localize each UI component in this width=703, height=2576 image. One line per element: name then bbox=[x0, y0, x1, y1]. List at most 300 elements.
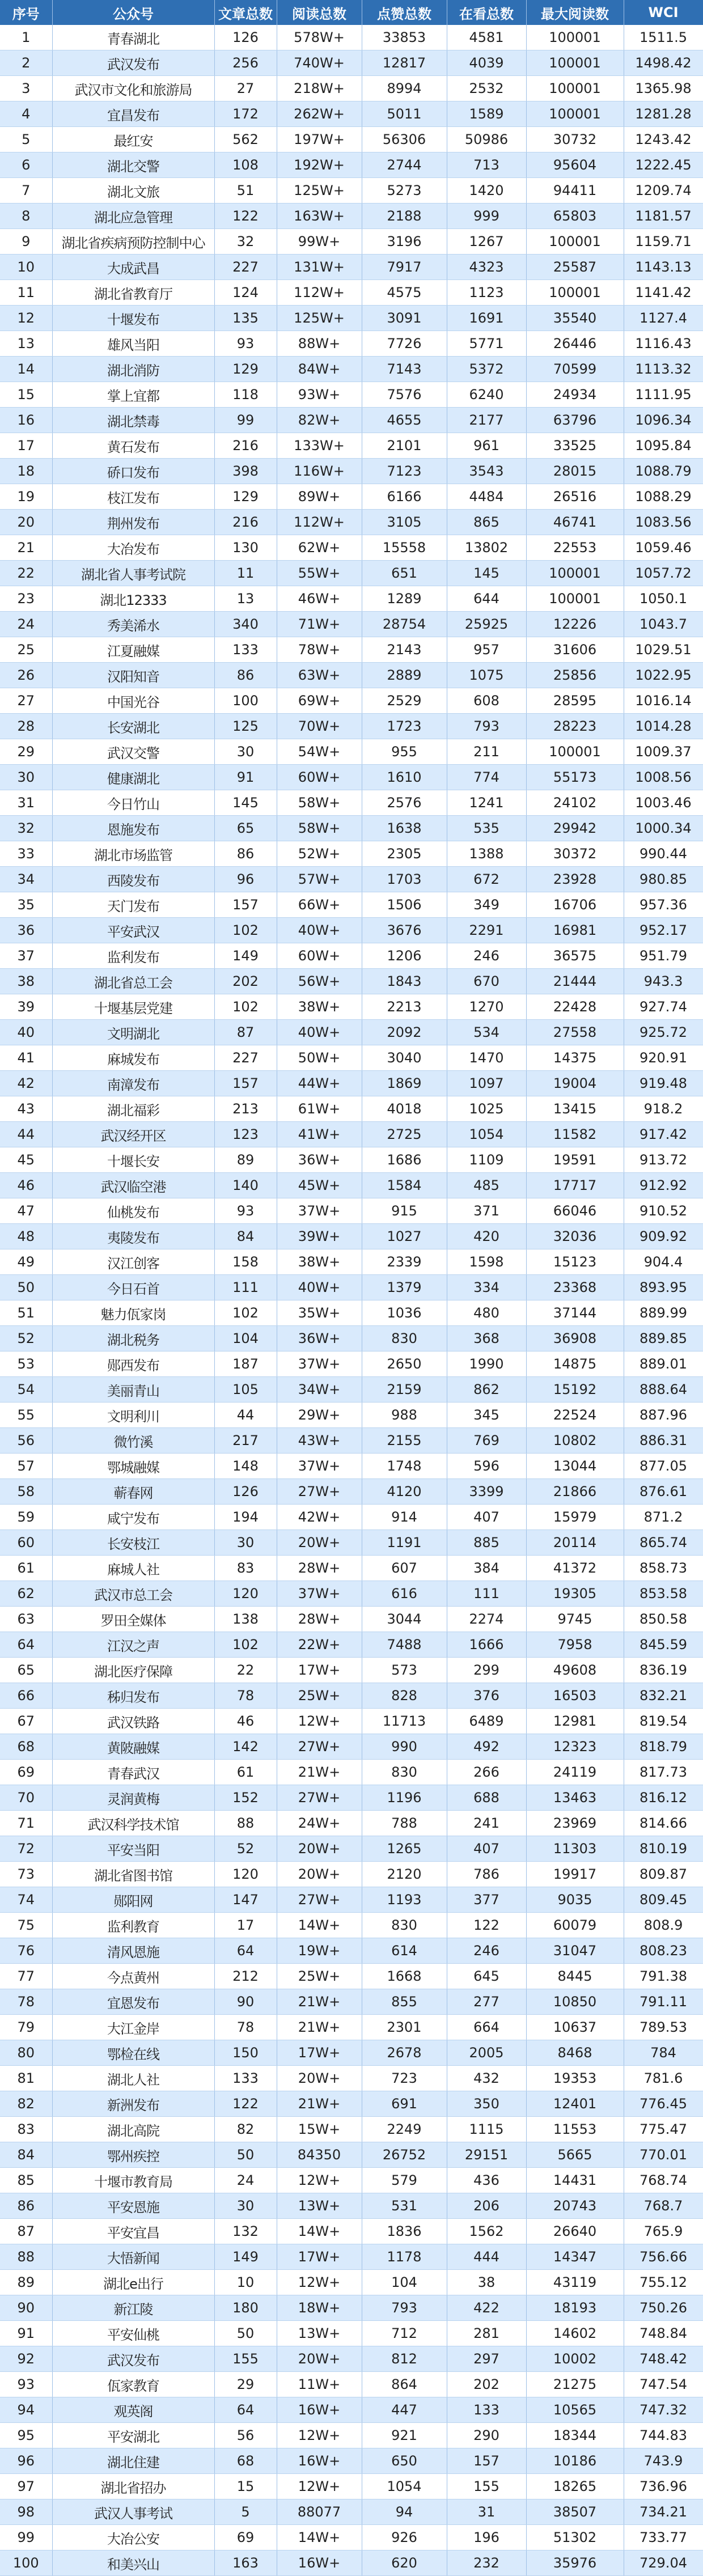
cell-read-total: 40W+ bbox=[277, 918, 362, 943]
cell-index: 27 bbox=[0, 688, 52, 714]
cell-watch-total: 1075 bbox=[447, 663, 526, 688]
cell-like-total: 4018 bbox=[362, 1096, 447, 1122]
cell-watch-total: 1054 bbox=[447, 1122, 526, 1147]
cell-max-read: 10637 bbox=[526, 2015, 624, 2040]
cell-max-read: 22524 bbox=[526, 1403, 624, 1428]
table-row bbox=[0, 1811, 703, 1836]
cell-watch-total: 2005 bbox=[447, 2040, 526, 2066]
cell-index: 97 bbox=[0, 2474, 52, 2499]
cell-account: 麻城发布 bbox=[52, 1045, 214, 1071]
cell-max-read: 27558 bbox=[526, 1020, 624, 1045]
cell-watch-total: 1270 bbox=[447, 994, 526, 1020]
table-row bbox=[0, 1403, 703, 1428]
cell-article-count: 157 bbox=[214, 1071, 277, 1096]
cell-wci: 1511.5 bbox=[624, 25, 703, 50]
cell-wci: 818.79 bbox=[624, 1734, 703, 1760]
cell-article-count: 84 bbox=[214, 1224, 277, 1249]
cell-article-count: 10 bbox=[214, 2270, 277, 2295]
cell-max-read: 43119 bbox=[526, 2270, 624, 2295]
cell-account: 江汉之声 bbox=[52, 1632, 214, 1658]
cell-wci: 889.01 bbox=[624, 1351, 703, 1377]
cell-like-total: 1054 bbox=[362, 2474, 447, 2499]
cell-index: 79 bbox=[0, 2015, 52, 2040]
cell-wci: 912.92 bbox=[624, 1173, 703, 1198]
cell-article-count: 27 bbox=[214, 76, 277, 101]
cell-watch-total: 371 bbox=[447, 1198, 526, 1224]
cell-max-read: 19305 bbox=[526, 1581, 624, 1607]
cell-max-read: 100001 bbox=[526, 739, 624, 765]
cell-account: 平安恩施 bbox=[52, 2193, 214, 2219]
cell-watch-total: 713 bbox=[447, 152, 526, 178]
cell-max-read: 32036 bbox=[526, 1224, 624, 1249]
cell-index: 58 bbox=[0, 1479, 52, 1505]
cell-like-total: 1027 bbox=[362, 1224, 447, 1249]
cell-index: 81 bbox=[0, 2066, 52, 2091]
cell-like-total: 2744 bbox=[362, 152, 447, 178]
cell-article-count: 100 bbox=[214, 688, 277, 714]
cell-read-total: 27W+ bbox=[277, 1734, 362, 1760]
cell-index: 62 bbox=[0, 1581, 52, 1607]
cell-wci: 744.83 bbox=[624, 2423, 703, 2448]
cell-like-total: 2576 bbox=[362, 790, 447, 816]
cell-index: 85 bbox=[0, 2168, 52, 2193]
cell-watch-total: 2291 bbox=[447, 918, 526, 943]
cell-account: 宜恩发布 bbox=[52, 1989, 214, 2015]
table-row bbox=[0, 1173, 703, 1198]
cell-index: 37 bbox=[0, 943, 52, 969]
cell-like-total: 691 bbox=[362, 2091, 447, 2117]
cell-like-total: 2159 bbox=[362, 1377, 447, 1403]
table-row bbox=[0, 2091, 703, 2117]
cell-index: 73 bbox=[0, 1862, 52, 1887]
cell-max-read: 100001 bbox=[526, 280, 624, 306]
cell-read-total: 42W+ bbox=[277, 1505, 362, 1530]
cell-index: 86 bbox=[0, 2193, 52, 2219]
table-row bbox=[0, 663, 703, 688]
table-row bbox=[0, 841, 703, 867]
cell-wci: 871.2 bbox=[624, 1505, 703, 1530]
cell-account: 长安枝江 bbox=[52, 1530, 214, 1556]
cell-watch-total: 644 bbox=[447, 586, 526, 612]
cell-index: 19 bbox=[0, 484, 52, 510]
cell-read-total: 40W+ bbox=[277, 1020, 362, 1045]
cell-account: 湖北12333 bbox=[52, 586, 214, 612]
cell-like-total: 926 bbox=[362, 2525, 447, 2550]
cell-watch-total: 1562 bbox=[447, 2219, 526, 2244]
cell-article-count: 24 bbox=[214, 2168, 277, 2193]
cell-watch-total: 1097 bbox=[447, 1071, 526, 1096]
cell-max-read: 10802 bbox=[526, 1428, 624, 1454]
cell-watch-total: 670 bbox=[447, 969, 526, 994]
cell-read-total: 262W+ bbox=[277, 101, 362, 127]
cell-read-total: 578W+ bbox=[277, 25, 362, 50]
cell-read-total: 60W+ bbox=[277, 943, 362, 969]
cell-max-read: 8468 bbox=[526, 2040, 624, 2066]
cell-wci: 1111.95 bbox=[624, 382, 703, 408]
cell-max-read: 10186 bbox=[526, 2448, 624, 2474]
cell-article-count: 217 bbox=[214, 1428, 277, 1454]
cell-max-read: 24102 bbox=[526, 790, 624, 816]
cell-index: 67 bbox=[0, 1709, 52, 1734]
cell-read-total: 740W+ bbox=[277, 50, 362, 76]
cell-account: 秀美浠水 bbox=[52, 612, 214, 637]
cell-max-read: 18265 bbox=[526, 2474, 624, 2499]
cell-article-count: 13 bbox=[214, 586, 277, 612]
cell-like-total: 2339 bbox=[362, 1249, 447, 1275]
table-row bbox=[0, 2372, 703, 2397]
cell-article-count: 118 bbox=[214, 382, 277, 408]
cell-article-count: 150 bbox=[214, 2040, 277, 2066]
cell-wci: 925.72 bbox=[624, 1020, 703, 1045]
cell-account: 夷陵发布 bbox=[52, 1224, 214, 1249]
cell-article-count: 82 bbox=[214, 2117, 277, 2142]
cell-read-total: 11W+ bbox=[277, 2372, 362, 2397]
cell-like-total: 7123 bbox=[362, 459, 447, 484]
cell-read-total: 16W+ bbox=[277, 2448, 362, 2474]
cell-max-read: 28595 bbox=[526, 688, 624, 714]
header-watch-total: 在看总数 bbox=[447, 0, 526, 25]
cell-account: 武汉发布 bbox=[52, 2346, 214, 2372]
cell-wci: 1029.51 bbox=[624, 637, 703, 663]
cell-watch-total: 290 bbox=[447, 2423, 526, 2448]
cell-max-read: 13463 bbox=[526, 1785, 624, 1811]
cell-max-read: 23969 bbox=[526, 1811, 624, 1836]
cell-max-read: 38507 bbox=[526, 2499, 624, 2525]
cell-article-count: 83 bbox=[214, 1556, 277, 1581]
cell-article-count: 108 bbox=[214, 152, 277, 178]
cell-like-total: 1289 bbox=[362, 586, 447, 612]
cell-like-total: 1748 bbox=[362, 1454, 447, 1479]
cell-like-total: 573 bbox=[362, 1658, 447, 1683]
cell-max-read: 12323 bbox=[526, 1734, 624, 1760]
cell-max-read: 19591 bbox=[526, 1147, 624, 1173]
cell-watch-total: 38 bbox=[447, 2270, 526, 2295]
cell-wci: 1159.71 bbox=[624, 229, 703, 255]
cell-article-count: 133 bbox=[214, 2066, 277, 2091]
cell-article-count: 212 bbox=[214, 1964, 277, 1989]
cell-wci: 729.04 bbox=[624, 2550, 703, 2576]
cell-read-total: 14W+ bbox=[277, 2219, 362, 2244]
table-row bbox=[0, 2193, 703, 2219]
cell-account: 湖北省人事考试院 bbox=[52, 561, 214, 586]
cell-watch-total: 407 bbox=[447, 1836, 526, 1862]
cell-wci: 784 bbox=[624, 2040, 703, 2066]
cell-max-read: 19353 bbox=[526, 2066, 624, 2091]
cell-account: 大冶公安 bbox=[52, 2525, 214, 2550]
cell-index: 26 bbox=[0, 663, 52, 688]
cell-wci: 1209.74 bbox=[624, 178, 703, 204]
cell-article-count: 149 bbox=[214, 2244, 277, 2270]
header-account: 公众号 bbox=[52, 0, 214, 25]
cell-watch-total: 769 bbox=[447, 1428, 526, 1454]
cell-like-total: 2305 bbox=[362, 841, 447, 867]
cell-max-read: 16706 bbox=[526, 892, 624, 918]
cell-article-count: 157 bbox=[214, 892, 277, 918]
cell-read-total: 27W+ bbox=[277, 1785, 362, 1811]
table-row bbox=[0, 2423, 703, 2448]
cell-account: 中国光谷 bbox=[52, 688, 214, 714]
cell-wci: 747.54 bbox=[624, 2372, 703, 2397]
cell-wci: 1243.42 bbox=[624, 127, 703, 152]
cell-account: 湖北人社 bbox=[52, 2066, 214, 2091]
cell-max-read: 20114 bbox=[526, 1530, 624, 1556]
cell-like-total: 579 bbox=[362, 2168, 447, 2193]
cell-account: 湖北福彩 bbox=[52, 1096, 214, 1122]
cell-wci: 889.99 bbox=[624, 1300, 703, 1326]
cell-account: 雄风当阳 bbox=[52, 331, 214, 357]
table-row bbox=[0, 357, 703, 382]
table-row bbox=[0, 2295, 703, 2321]
cell-like-total: 3196 bbox=[362, 229, 447, 255]
cell-like-total: 5011 bbox=[362, 101, 447, 127]
cell-read-total: 112W+ bbox=[277, 510, 362, 535]
table-row bbox=[0, 790, 703, 816]
cell-index: 53 bbox=[0, 1351, 52, 1377]
cell-read-total: 20W+ bbox=[277, 2346, 362, 2372]
cell-watch-total: 206 bbox=[447, 2193, 526, 2219]
cell-article-count: 227 bbox=[214, 1045, 277, 1071]
cell-account: 汉阳知音 bbox=[52, 663, 214, 688]
cell-account: 郧阳网 bbox=[52, 1887, 214, 1913]
cell-account: 湖北高院 bbox=[52, 2117, 214, 2142]
cell-watch-total: 1666 bbox=[447, 1632, 526, 1658]
cell-wci: 889.85 bbox=[624, 1326, 703, 1351]
cell-index: 92 bbox=[0, 2346, 52, 2372]
cell-watch-total: 368 bbox=[447, 1326, 526, 1351]
cell-wci: 1050.1 bbox=[624, 586, 703, 612]
cell-wci: 1083.56 bbox=[624, 510, 703, 535]
cell-account: 灵润黄梅 bbox=[52, 1785, 214, 1811]
table-row bbox=[0, 969, 703, 994]
cell-max-read: 26640 bbox=[526, 2219, 624, 2244]
cell-account: 健康湖北 bbox=[52, 765, 214, 790]
cell-wci: 748.42 bbox=[624, 2346, 703, 2372]
cell-max-read: 37144 bbox=[526, 1300, 624, 1326]
cell-max-read: 94411 bbox=[526, 178, 624, 204]
cell-wci: 736.96 bbox=[624, 2474, 703, 2499]
cell-read-total: 57W+ bbox=[277, 867, 362, 892]
cell-like-total: 864 bbox=[362, 2372, 447, 2397]
cell-like-total: 651 bbox=[362, 561, 447, 586]
cell-article-count: 93 bbox=[214, 331, 277, 357]
cell-like-total: 26752 bbox=[362, 2142, 447, 2168]
cell-max-read: 7958 bbox=[526, 1632, 624, 1658]
cell-max-read: 35540 bbox=[526, 306, 624, 331]
cell-max-read: 70599 bbox=[526, 357, 624, 382]
table-row bbox=[0, 2397, 703, 2423]
cell-read-total: 15W+ bbox=[277, 2117, 362, 2142]
cell-wci: 1116.43 bbox=[624, 331, 703, 357]
cell-wci: 775.47 bbox=[624, 2117, 703, 2142]
cell-watch-total: 232 bbox=[447, 2550, 526, 2576]
table-row bbox=[0, 2550, 703, 2576]
cell-index: 77 bbox=[0, 1964, 52, 1989]
cell-max-read: 16503 bbox=[526, 1683, 624, 1709]
cell-max-read: 14602 bbox=[526, 2321, 624, 2346]
cell-like-total: 56306 bbox=[362, 127, 447, 152]
cell-max-read: 10850 bbox=[526, 1989, 624, 2015]
cell-like-total: 830 bbox=[362, 1760, 447, 1785]
table-row bbox=[0, 1836, 703, 1862]
cell-watch-total: 211 bbox=[447, 739, 526, 765]
cell-like-total: 33853 bbox=[362, 25, 447, 50]
cell-max-read: 41372 bbox=[526, 1556, 624, 1581]
cell-max-read: 55173 bbox=[526, 765, 624, 790]
cell-watch-total: 688 bbox=[447, 1785, 526, 1811]
cell-account: 大成武昌 bbox=[52, 255, 214, 280]
cell-wci: 865.74 bbox=[624, 1530, 703, 1556]
cell-like-total: 1843 bbox=[362, 969, 447, 994]
cell-watch-total: 1420 bbox=[447, 178, 526, 204]
cell-account: 大冶发布 bbox=[52, 535, 214, 561]
cell-like-total: 793 bbox=[362, 2295, 447, 2321]
table-header-row bbox=[0, 0, 703, 25]
cell-like-total: 15558 bbox=[362, 535, 447, 561]
table-row bbox=[0, 229, 703, 255]
cell-article-count: 30 bbox=[214, 739, 277, 765]
cell-article-count: 142 bbox=[214, 1734, 277, 1760]
cell-like-total: 2120 bbox=[362, 1862, 447, 1887]
cell-index: 12 bbox=[0, 306, 52, 331]
cell-read-total: 63W+ bbox=[277, 663, 362, 688]
table-row bbox=[0, 2040, 703, 2066]
cell-account: 鄂州疾控 bbox=[52, 2142, 214, 2168]
cell-article-count: 140 bbox=[214, 1173, 277, 1198]
cell-read-total: 36W+ bbox=[277, 1147, 362, 1173]
cell-article-count: 155 bbox=[214, 2346, 277, 2372]
cell-wci: 918.2 bbox=[624, 1096, 703, 1122]
cell-index: 84 bbox=[0, 2142, 52, 2168]
cell-wci: 845.59 bbox=[624, 1632, 703, 1658]
cell-article-count: 50 bbox=[214, 2142, 277, 2168]
cell-watch-total: 350 bbox=[447, 2091, 526, 2117]
cell-wci: 1009.37 bbox=[624, 739, 703, 765]
table-row bbox=[0, 739, 703, 765]
cell-index: 8 bbox=[0, 204, 52, 229]
cell-like-total: 11713 bbox=[362, 1709, 447, 1734]
table-row bbox=[0, 1198, 703, 1224]
cell-index: 99 bbox=[0, 2525, 52, 2550]
cell-max-read: 10002 bbox=[526, 2346, 624, 2372]
cell-max-read: 22428 bbox=[526, 994, 624, 1020]
cell-read-total: 62W+ bbox=[277, 535, 362, 561]
cell-account: 清风恩施 bbox=[52, 1938, 214, 1964]
cell-max-read: 100001 bbox=[526, 229, 624, 255]
table-row bbox=[0, 204, 703, 229]
cell-account: 湖北e出行 bbox=[52, 2270, 214, 2295]
cell-article-count: 562 bbox=[214, 127, 277, 152]
cell-article-count: 133 bbox=[214, 637, 277, 663]
cell-account: 监利教育 bbox=[52, 1913, 214, 1938]
cell-like-total: 723 bbox=[362, 2066, 447, 2091]
cell-watch-total: 1115 bbox=[447, 2117, 526, 2142]
cell-index: 16 bbox=[0, 408, 52, 433]
cell-wci: 768.7 bbox=[624, 2193, 703, 2219]
cell-wci: 1127.4 bbox=[624, 306, 703, 331]
table-row bbox=[0, 1862, 703, 1887]
cell-wci: 919.48 bbox=[624, 1071, 703, 1096]
cell-wci: 781.6 bbox=[624, 2066, 703, 2091]
cell-wci: 791.11 bbox=[624, 1989, 703, 2015]
cell-watch-total: 334 bbox=[447, 1275, 526, 1300]
cell-watch-total: 535 bbox=[447, 816, 526, 841]
cell-index: 54 bbox=[0, 1377, 52, 1403]
header-wci: WCI bbox=[624, 0, 703, 25]
cell-like-total: 3676 bbox=[362, 918, 447, 943]
cell-max-read: 49608 bbox=[526, 1658, 624, 1683]
table-row bbox=[0, 816, 703, 841]
cell-watch-total: 485 bbox=[447, 1173, 526, 1198]
cell-like-total: 2155 bbox=[362, 1428, 447, 1454]
cell-index: 35 bbox=[0, 892, 52, 918]
cell-index: 25 bbox=[0, 637, 52, 663]
cell-index: 18 bbox=[0, 459, 52, 484]
cell-account: 十堰发布 bbox=[52, 306, 214, 331]
cell-article-count: 227 bbox=[214, 255, 277, 280]
table-row bbox=[0, 1632, 703, 1658]
cell-read-total: 125W+ bbox=[277, 306, 362, 331]
cell-account: 湖北省疾病预防控制中心 bbox=[52, 229, 214, 255]
cell-read-total: 218W+ bbox=[277, 76, 362, 101]
cell-max-read: 60079 bbox=[526, 1913, 624, 1938]
cell-watch-total: 4484 bbox=[447, 484, 526, 510]
cell-like-total: 828 bbox=[362, 1683, 447, 1709]
cell-wci: 1281.28 bbox=[624, 101, 703, 127]
cell-account: 硚口发布 bbox=[52, 459, 214, 484]
cell-index: 13 bbox=[0, 331, 52, 357]
cell-article-count: 69 bbox=[214, 2525, 277, 2550]
cell-index: 100 bbox=[0, 2550, 52, 2576]
cell-max-read: 100001 bbox=[526, 101, 624, 127]
cell-max-read: 19917 bbox=[526, 1862, 624, 1887]
table-row bbox=[0, 637, 703, 663]
cell-wci: 1113.32 bbox=[624, 357, 703, 382]
cell-read-total: 88077 bbox=[277, 2499, 362, 2525]
cell-watch-total: 1388 bbox=[447, 841, 526, 867]
cell-index: 9 bbox=[0, 229, 52, 255]
table-row bbox=[0, 1989, 703, 2015]
cell-max-read: 9745 bbox=[526, 1607, 624, 1632]
cell-read-total: 29W+ bbox=[277, 1403, 362, 1428]
cell-max-read: 21275 bbox=[526, 2372, 624, 2397]
cell-index: 64 bbox=[0, 1632, 52, 1658]
cell-wci: 1181.57 bbox=[624, 204, 703, 229]
header-article-count: 文章总数 bbox=[214, 0, 277, 25]
cell-like-total: 2101 bbox=[362, 433, 447, 459]
cell-article-count: 102 bbox=[214, 994, 277, 1020]
cell-watch-total: 122 bbox=[447, 1913, 526, 1938]
cell-article-count: 398 bbox=[214, 459, 277, 484]
cell-wci: 917.42 bbox=[624, 1122, 703, 1147]
cell-max-read: 95604 bbox=[526, 152, 624, 178]
cell-like-total: 1584 bbox=[362, 1173, 447, 1198]
cell-like-total: 7726 bbox=[362, 331, 447, 357]
cell-account: 鄂城融媒 bbox=[52, 1454, 214, 1479]
cell-account: 文明利川 bbox=[52, 1403, 214, 1428]
cell-article-count: 216 bbox=[214, 510, 277, 535]
header-read-total: 阅读总数 bbox=[277, 0, 362, 25]
cell-max-read: 12981 bbox=[526, 1709, 624, 1734]
cell-watch-total: 377 bbox=[447, 1887, 526, 1913]
table-row bbox=[0, 382, 703, 408]
cell-watch-total: 596 bbox=[447, 1454, 526, 1479]
cell-wci: 808.9 bbox=[624, 1913, 703, 1938]
cell-index: 57 bbox=[0, 1454, 52, 1479]
cell-index: 49 bbox=[0, 1249, 52, 1275]
table-row bbox=[0, 2448, 703, 2474]
cell-max-read: 16981 bbox=[526, 918, 624, 943]
cell-wci: 951.79 bbox=[624, 943, 703, 969]
